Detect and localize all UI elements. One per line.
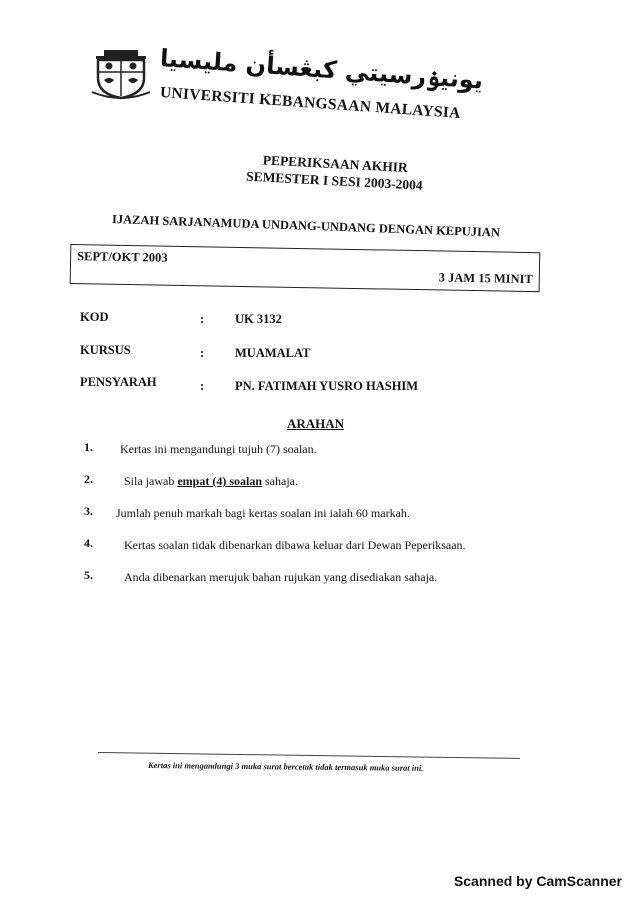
scanner-watermark: Scanned by CamScanner	[453, 873, 622, 889]
instruction-number: 1.	[84, 440, 93, 454]
instructions-list	[84, 440, 564, 600]
info-label: PENSYARAH	[80, 375, 157, 389]
university-crest-icon	[90, 48, 152, 100]
course-info	[80, 310, 520, 393]
info-row-kod	[80, 310, 520, 335]
instruction-item	[84, 568, 564, 600]
info-value: PN. FATIMAH YUSRO HASHIM	[235, 379, 419, 393]
footer-divider	[98, 752, 520, 759]
exam-title-line1: PEPERIKSAAN AKHIR	[262, 152, 409, 176]
footer-note: Kertas ini mengandungi 3 muka surat bercetak tidak termasuk muka surat ini.	[147, 760, 424, 773]
session-period: SEPT/OKT 2003	[77, 249, 168, 265]
session-box	[70, 244, 541, 292]
instruction-item	[84, 504, 564, 536]
degree-title: IJAZAH SARJANAMUDA UNDANG-UNDANG DENGAN KEPUJIAN	[111, 212, 501, 240]
instruction-text: Kertas ini mengandungi tujuh (7) soalan.	[120, 442, 317, 456]
instruction-number: 4.	[84, 536, 93, 550]
exam-title	[234, 150, 436, 194]
session-duration: 3 JAM 15 MINIT	[438, 270, 533, 287]
university-name-jawi: يونيۏرسيتي كبڠسأن مليسيا	[159, 44, 485, 95]
instruction-text-after: sahaja.	[262, 474, 298, 488]
info-value: MUAMALAT	[235, 346, 311, 360]
instruction-item	[84, 536, 564, 568]
info-row-kursus	[80, 343, 520, 368]
instruction-number: 5.	[84, 568, 93, 582]
instruction-number: 2.	[84, 472, 93, 486]
university-name: UNIVERSITI KEBANGSAAN MALAYSIA	[159, 84, 462, 122]
instruction-text: Kertas soalan tidak dibenarkan dibawa keluar dari Dewan Peperiksaan.	[124, 538, 466, 552]
info-row-pensyarah	[80, 375, 520, 400]
instruction-text-before: Sila jawab	[124, 474, 178, 488]
instructions-heading: ARAHAN	[287, 416, 345, 431]
instruction-emphasis: empat (4) soalan	[177, 474, 262, 488]
instruction-text: Jumlah penuh markah bagi kertas soalan ini ialah 60 markah.	[116, 506, 410, 520]
exam-title-line2: SEMESTER I SESI 2003-2004	[245, 168, 424, 193]
info-colon: :	[200, 312, 205, 326]
info-label: KOD	[80, 310, 109, 324]
instruction-text: Anda dibenarkan merujuk bahan rujukan yang disediakan sahaja.	[124, 570, 438, 584]
instruction-item	[84, 472, 564, 504]
instruction-number: 3.	[84, 504, 93, 518]
instruction-item	[84, 440, 564, 472]
info-label: KURSUS	[80, 343, 131, 357]
info-value: UK 3132	[235, 312, 282, 326]
info-colon: :	[200, 379, 205, 393]
instruction-text	[124, 474, 298, 489]
info-colon: :	[200, 346, 205, 360]
